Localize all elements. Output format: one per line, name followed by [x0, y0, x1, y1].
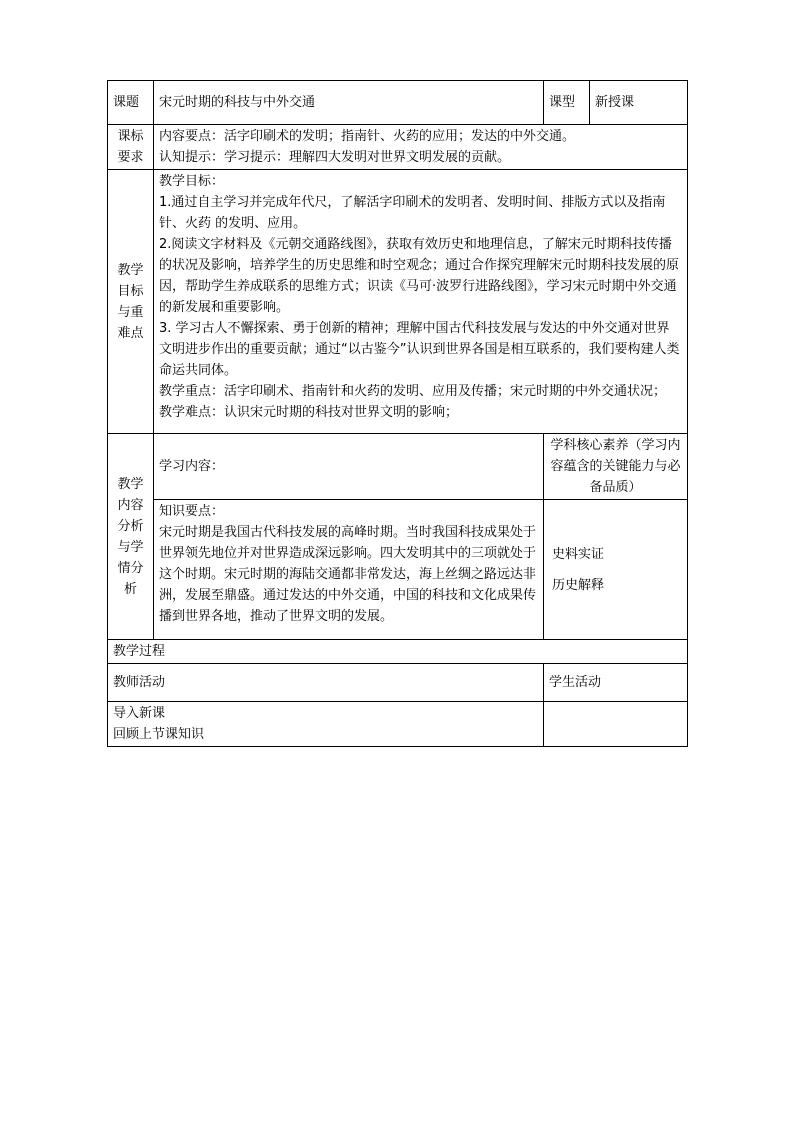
- title-row: [108, 81, 688, 125]
- goals-content: [154, 170, 688, 434]
- activity-header-row: [108, 664, 688, 702]
- key-points: 教学重点：活字印刷术、指南针和火药的发明、应用及传播；宋元时期的中外交通状况；: [159, 384, 667, 399]
- competency-1: 史料实证: [552, 546, 605, 562]
- goals-row: [108, 170, 688, 434]
- process-label: 教学过程: [108, 640, 688, 664]
- analysis-body-row: [108, 500, 688, 640]
- student-activity-header: 学生活动: [544, 664, 688, 702]
- knowledge-heading: 知识要点：: [159, 504, 225, 519]
- standard-label: 课标要求: [108, 125, 154, 170]
- difficulties: 教学难点：认识宋元时期的科技对世界文明的影响；: [159, 405, 459, 420]
- standard-line-2: 认知提示：学习提示：理解四大发明对世界文明发展的贡献。: [159, 150, 511, 165]
- standard-row: [108, 125, 688, 170]
- title-label: 课题: [108, 81, 154, 125]
- teacher-activity-cell: [108, 702, 544, 747]
- competency-cell: [544, 500, 688, 640]
- title-value: 宋元时期的科技与中外交通: [154, 81, 544, 125]
- student-activity-cell: [544, 702, 688, 747]
- process-row: [108, 640, 688, 664]
- goal-3: 3. 学习古人不懈探索、勇于创新的精神；理解中国古代科技发展与发达的中外交通对世界文明进步作出的重要贡献；通过“以古鉴今”认识到世界各国是相互联系的，我们要构建人类命运共同体。: [159, 321, 680, 378]
- goals-heading: 教学目标：: [159, 174, 225, 189]
- step-detail: 回顾上节课知识: [113, 727, 205, 742]
- goal-1: 1.通过自主学习并完成年代尺，了解活字印刷术的发明者、发明时间、排版方式以及指南针、火药 的发明、应用。: [159, 195, 666, 231]
- standard-content: [154, 125, 688, 170]
- teacher-activity-header: 教师活动: [108, 664, 544, 702]
- content-header: 学习内容：: [154, 434, 544, 500]
- analysis-header-row: [108, 434, 688, 500]
- knowledge-cell: [154, 500, 544, 640]
- goals-label: 教学目标与重难点: [108, 170, 154, 434]
- standard-line-1: 内容要点：活字印刷术的发明；指南针、火药的应用；发达的中外交通。: [159, 129, 576, 144]
- lesson-plan-table: [107, 80, 688, 747]
- activity-step-row: [108, 702, 688, 747]
- goal-2: 2.阅读文字材料及《元朝交通路线图》，获取有效历史和地理信息，了解宋元时期科技传播的状况及影响，培养学生的历史思维和时空观念；通过合作探究理解宋元时期科技发展的原因，帮助学生养成联系的思维方式；识读《马可·波罗行进路线图》，学习宋元时期中外交通的新发展和重要影响。: [159, 237, 680, 315]
- knowledge-text: 宋元时期是我国古代科技发展的高峰时期。当时我国科技成果处于世界领先地位并对世界造成深远影响。四大发明其中的三项就处于这个时期。宋元时期的海陆交通都非常发达，海上丝绸之路远达非洲，发展至鼎盛。通过发达的中外交通，中国的科技和文化成果传播到世界各地，推动了世界文明的发展。: [159, 525, 537, 624]
- step-title: 导入新课: [113, 706, 166, 721]
- analysis-label: 教学内容分析与学情分析: [108, 434, 154, 640]
- lesson-type-value: 新授课: [590, 81, 688, 125]
- lesson-type-label: 课型: [544, 81, 590, 125]
- competency-header: 学科核心素养（学习内容蕴含的关键能力与必备品质）: [544, 434, 688, 500]
- competency-2: 历史解释: [552, 577, 605, 593]
